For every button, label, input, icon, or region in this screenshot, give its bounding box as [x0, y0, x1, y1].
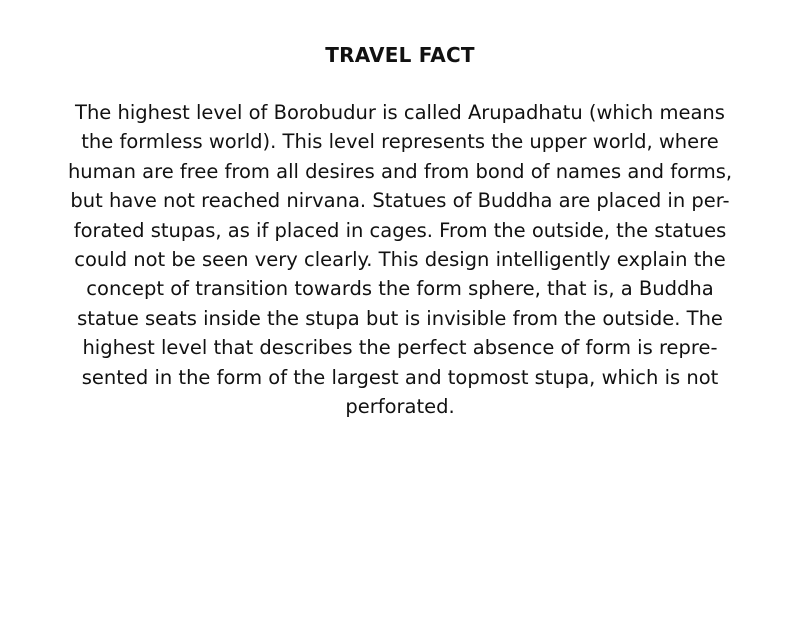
paragraph-line: highest level that describes the perfect absence of form is repre- — [82, 336, 718, 360]
paragraph-line: perforated. — [345, 395, 455, 419]
page-title: TRAVEL FACT — [325, 43, 475, 67]
paragraph-line: human are free from all desires and from bond of names and forms, — [67, 159, 733, 183]
paragraph-line: The highest level of Borobudur is called Arupadhatu (which means — [75, 101, 725, 124]
paragraph-line: concept of transition towards the form sphere, that is, a Buddha — [86, 277, 714, 301]
paragraph-line: could not be seen very clearly. This design intelligently explain the — [74, 248, 726, 272]
paragraph-line: but have not reached nirvana. Statues of Buddha are placed in per- — [70, 189, 730, 213]
paragraph-line: the formless world). This level represents the upper world, where — [81, 130, 719, 154]
paragraph-line: sented in the form of the largest and topmost stupa, which is not — [81, 365, 719, 389]
paragraph-line: statue seats inside the stupa but is invisible from the outside. The — [77, 306, 723, 330]
fact-paragraph — [44, 98, 756, 421]
paragraph-line: forated stupas, as if placed in cages. From the outside, the statues — [73, 218, 727, 242]
